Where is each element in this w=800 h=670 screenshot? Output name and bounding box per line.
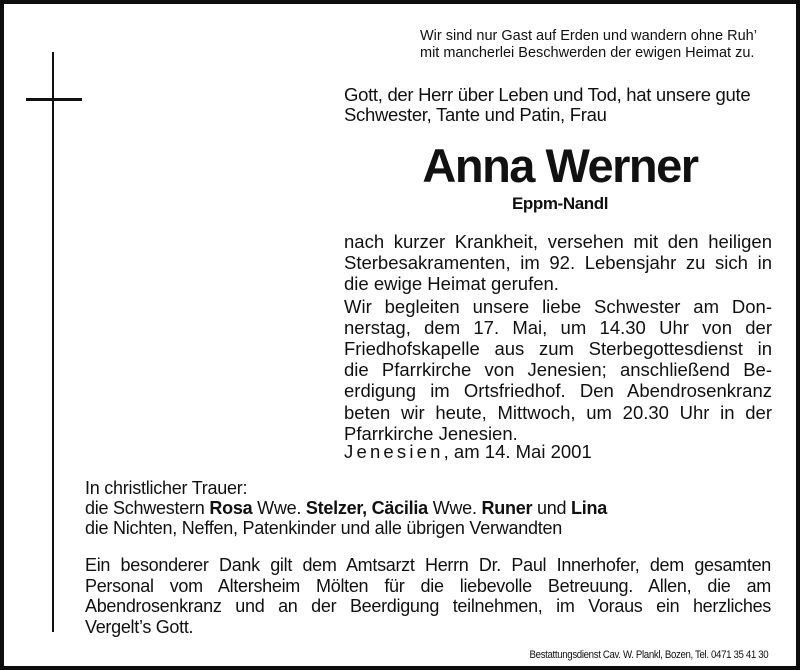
sisters-prefix: die Schwestern [85,498,210,518]
announcement-text [344,231,772,444]
announcement-line: Sterbesakramenten, im 92. Lebensjahr zu sich in [344,252,772,274]
sister-name: Rosa [209,498,253,518]
place: Jenesien [344,441,444,462]
announcement-line: erdigung im Ortsfriedhof. Den Abendrosenkranz [344,380,772,402]
conjunction: und [532,498,572,518]
announcement-line: Friedhofskapelle aus zum Sterbegottesdienst in [344,337,772,359]
mourners-section [85,478,785,538]
intro-text [344,85,774,125]
intro-line: Schwester, Tante und Patin, Frau [344,104,607,125]
sister-name: Stelzer, Cäcilia [305,498,428,518]
motto-line: Wir sind nur Gast auf Erden und wandern ohne Ruh’ [420,28,757,44]
thanks-line: Ein besonderer Dank gilt dem Amtsarzt Herrn Dr. Paul Innerhofer, dem gesamten [85,555,771,575]
mourners-heading: In christlicher Trauer: [85,478,248,498]
announcement-line: Wir begleiten unsere liebe Schwester am Don- [344,295,772,317]
motto-line: mit mancherlei Beschwerden der ewigen Heimat zu. [420,45,755,61]
mourners-sisters [85,498,785,518]
announcement-line: nach kurzer Krankheit, versehen mit den heiligen [344,231,772,252]
thanks-section [85,555,771,637]
sister-name: Lina [571,498,608,518]
cross-icon-horizontal [26,98,82,101]
widow-abbrev: Wwe. [427,498,482,518]
widow-abbrev: Wwe. [252,498,306,518]
cross-icon-vertical [52,52,54,632]
announcement-line: die ewige Heimat gerufen. [344,273,559,295]
sister-name: Runer [481,498,533,518]
deceased-name: Anna Werner [422,139,698,192]
intro-line: Gott, der Herr über Leben und Tod, hat unsere gute [344,84,751,105]
thanks-line: Personal vom Altersheim Mölten für die liebevolle Betreuung. Allen, die am [85,575,771,596]
deceased-nickname: Eppm-Nandl [511,194,609,213]
announcement-line: nerstag, dem 17. Mai, um 14.30 Uhr von der [344,316,772,338]
motto-verse [420,28,760,62]
funeral-service-credit: Bestattungsdienst Cav. W. Plankl, Bozen, Tel. 0471 35 41 30 [529,649,768,661]
thanks-line: Vergelt’s Gott. [85,616,194,637]
thanks-line: Abendrosenkranz und an der Beerdigung teilnehmen, im Voraus ein herzliches [85,596,771,616]
place-and-date [344,441,592,463]
announcement-line: Pfarrkirche Jenesien. [344,422,518,444]
announcement-line: beten wir heute, Mittwoch, um 20.30 Uhr in der [344,401,772,423]
mourners-relatives: die Nichten, Neffen, Patenkinder und alle übrigen Verwandten [85,518,563,538]
date: , am 14. Mai 2001 [443,441,592,462]
announcement-line: die Pfarrkirche von Jenesien; anschließend Be- [344,359,772,381]
